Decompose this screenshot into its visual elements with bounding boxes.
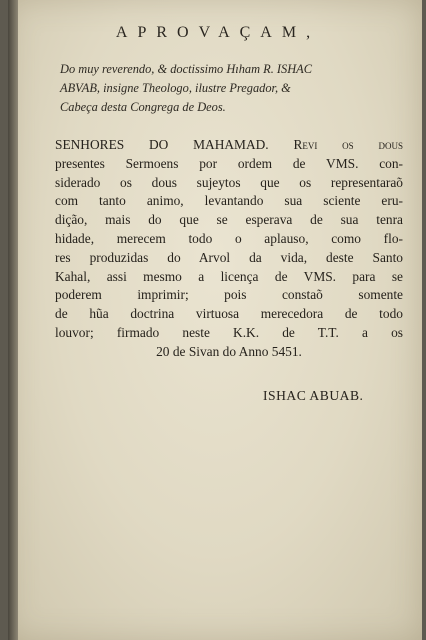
- signature: ISHAC ABUAB.: [263, 388, 364, 403]
- body-line: com tanto animo, levantando sua sciente eru-: [55, 193, 403, 209]
- subtitle-line: ABVAB, insigne Theologo, ilustre Pregador, &: [60, 81, 291, 95]
- page-binding-edge: [8, 0, 18, 640]
- body-line: poderem imprimir; pois constaõ somente: [55, 287, 403, 303]
- body-line: louvor; firmado neste K.K. de T.T. a os: [55, 324, 403, 340]
- page-heading: APROVAÇAM,: [115, 24, 321, 41]
- subtitle-line: Do muy reverendo, & doctissimo Hıham R. ISHAC: [60, 62, 313, 76]
- book-page: [8, 0, 422, 640]
- body-line: SENHORES DO MAHAMAD. Revi os dous: [55, 137, 403, 152]
- approval-body: [55, 136, 403, 362]
- body-line: dição, mais do que se esperava de sua tenra: [55, 212, 403, 228]
- subtitle-line: Cabeça desta Congrega de Deos.: [60, 100, 226, 114]
- approval-subtitle: [60, 60, 400, 117]
- body-line-date: 20 de Sivan do Anno 5451.: [156, 343, 302, 359]
- body-line: res produzidas do Arvol da vida, deste Santo: [55, 249, 403, 265]
- body-line: hidade, merecem todo o aplauso, como flo-: [55, 230, 403, 246]
- body-line: de hũa doctrina virtuosa merecedora de todo: [55, 306, 403, 322]
- body-line: siderado os dous sujeytos que os representaraõ: [55, 174, 403, 190]
- body-line: presentes Sermoens por ordem de VMS. con-: [55, 155, 403, 171]
- body-line: Kahal, assi mesmo a licença de VMS. para se: [55, 268, 403, 284]
